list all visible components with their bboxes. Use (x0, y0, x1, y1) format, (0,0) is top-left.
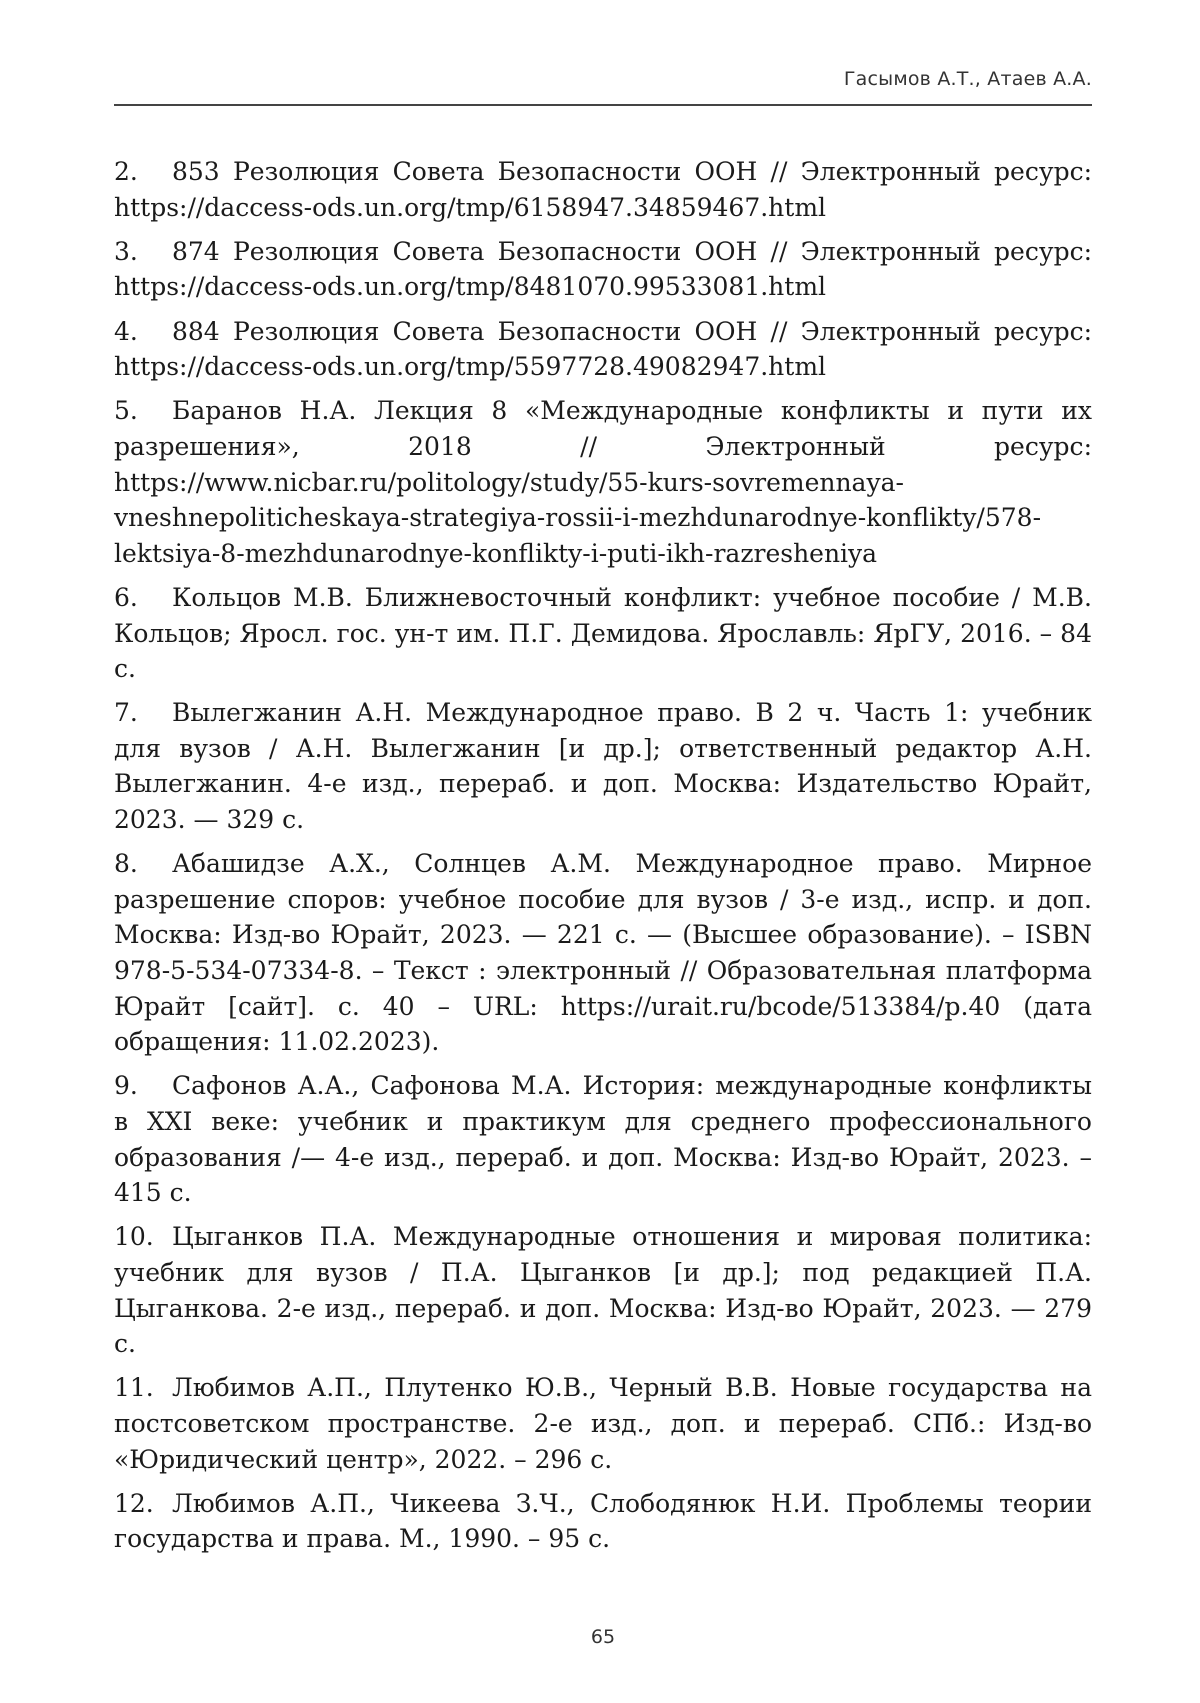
reference-item-11 (114, 1370, 1092, 1477)
reference-number: 9. (114, 1071, 138, 1101)
reference-text: Абашидзе А.Х., Солнцев А.М. Международное право. Мирное разрешение споров: учебное пособие для вузов / 3-е изд., испр. и доп. Москва: Изд-во Юрайт, 2023. — 221 с. — (Высшее образование). – ISBN 978-5-534-07334-8. – Текст : электронный // Образовательная платформа Юрайт [сайт]. с. 40 – URL: https://urait.ru/bcode/513384/p.40 (дата обращения: 11.02.2023). (114, 849, 1092, 1057)
reference-text: Любимов А.П., Плутенко Ю.В., Черный В.В. Новые государства на постсоветском пространстве. 2-е изд., доп. и перераб. СПб.: Изд-во «Юридический центр», 2022. – 296 с. (114, 1373, 1092, 1474)
reference-text: Сафонов А.А., Сафонова М.А. История: международные конфликты в XXI веке: учебник и практикум для среднего профессионального образования /— 4-е изд., перераб. и доп. Москва: Изд-во Юрайт, 2023. – 415 с. (114, 1071, 1092, 1208)
reference-item-4 (114, 314, 1092, 385)
reference-text: 853 Резолюция Совета Безопасности ООН // Электронный ресурс: https://daccess-ods.un.org/tmp/6158947.34859467.html (114, 157, 1092, 222)
reference-text: Цыганков П.А. Международные отношения и мировая политика: учебник для вузов / П.А. Цыганков [и др.]; под редакцией П.А. Цыганкова. 2-е изд., перераб. и доп. Москва: Изд-во Юрайт, 2023. — 279 с. (114, 1222, 1092, 1359)
reference-text: Баранов Н.А. Лекция 8 «Международные конфликты и пути их разрешения», 2018 // Электронный ресурс: https://www.nicbar.ru/politology/study/55-kurs-sovremennaya-vneshnepoliticheskaya-strategiya-rossii-i-mezhdunarodnye-konflikty/578-lektsiya-8-mezhdunarodnye-konflikty-i-puti-ikh-razresheniya (114, 396, 1092, 568)
reference-number: 6. (114, 582, 138, 612)
header-divider (114, 104, 1092, 106)
reference-item-6 (114, 580, 1092, 687)
reference-number: 11. (114, 1373, 154, 1403)
running-header-authors: Гасымов А.Т., Атаев А.А. (843, 68, 1092, 90)
reference-number: 12. (114, 1488, 154, 1518)
reference-number: 4. (114, 316, 138, 346)
page-number: 65 (590, 1626, 616, 1648)
reference-item-12 (114, 1486, 1092, 1557)
reference-item-2 (114, 154, 1092, 225)
reference-item-9 (114, 1068, 1092, 1210)
reference-text: 874 Резолюция Совета Безопасности ООН // Электронный ресурс: https://daccess-ods.un.org/tmp/8481070.99533081.html (114, 236, 1092, 302)
reference-item-8 (114, 846, 1092, 1060)
reference-list (114, 154, 1092, 1566)
reference-item-7 (114, 695, 1092, 837)
reference-number: 10. (114, 1222, 154, 1252)
reference-number: 3. (114, 236, 138, 266)
reference-text: Вылегжанин А.Н. Международное право. В 2 ч. Часть 1: учебник для вузов / А.Н. Вылегжанин [и др.]; ответственный редактор А.Н. Вылегжанин. 4-е изд., перераб. и доп. Москва: Издательство Юрайт, 2023. — 329 с. (114, 698, 1092, 835)
reference-number: 7. (114, 698, 138, 728)
reference-number: 5. (114, 396, 138, 426)
reference-number: 2. (114, 157, 138, 186)
reference-item-3 (114, 234, 1092, 305)
reference-item-10 (114, 1219, 1092, 1361)
reference-text: Любимов А.П., Чикеева З.Ч., Слободянюк Н.И. Проблемы теории государства и права. М., 1990. – 95 с. (114, 1488, 1092, 1554)
reference-text: Кольцов М.В. Ближневосточный конфликт: учебное пособие / М.В. Кольцов; Яросл. гос. ун-т им. П.Г. Демидова. Ярославль: ЯрГУ, 2016. – 84 с. (114, 582, 1092, 684)
reference-number: 8. (114, 849, 138, 879)
reference-item-5 (114, 393, 1092, 571)
reference-text: 884 Резолюция Совета Безопасности ООН // Электронный ресурс: https://daccess-ods.un.org/tmp/5597728.49082947.html (114, 316, 1092, 382)
